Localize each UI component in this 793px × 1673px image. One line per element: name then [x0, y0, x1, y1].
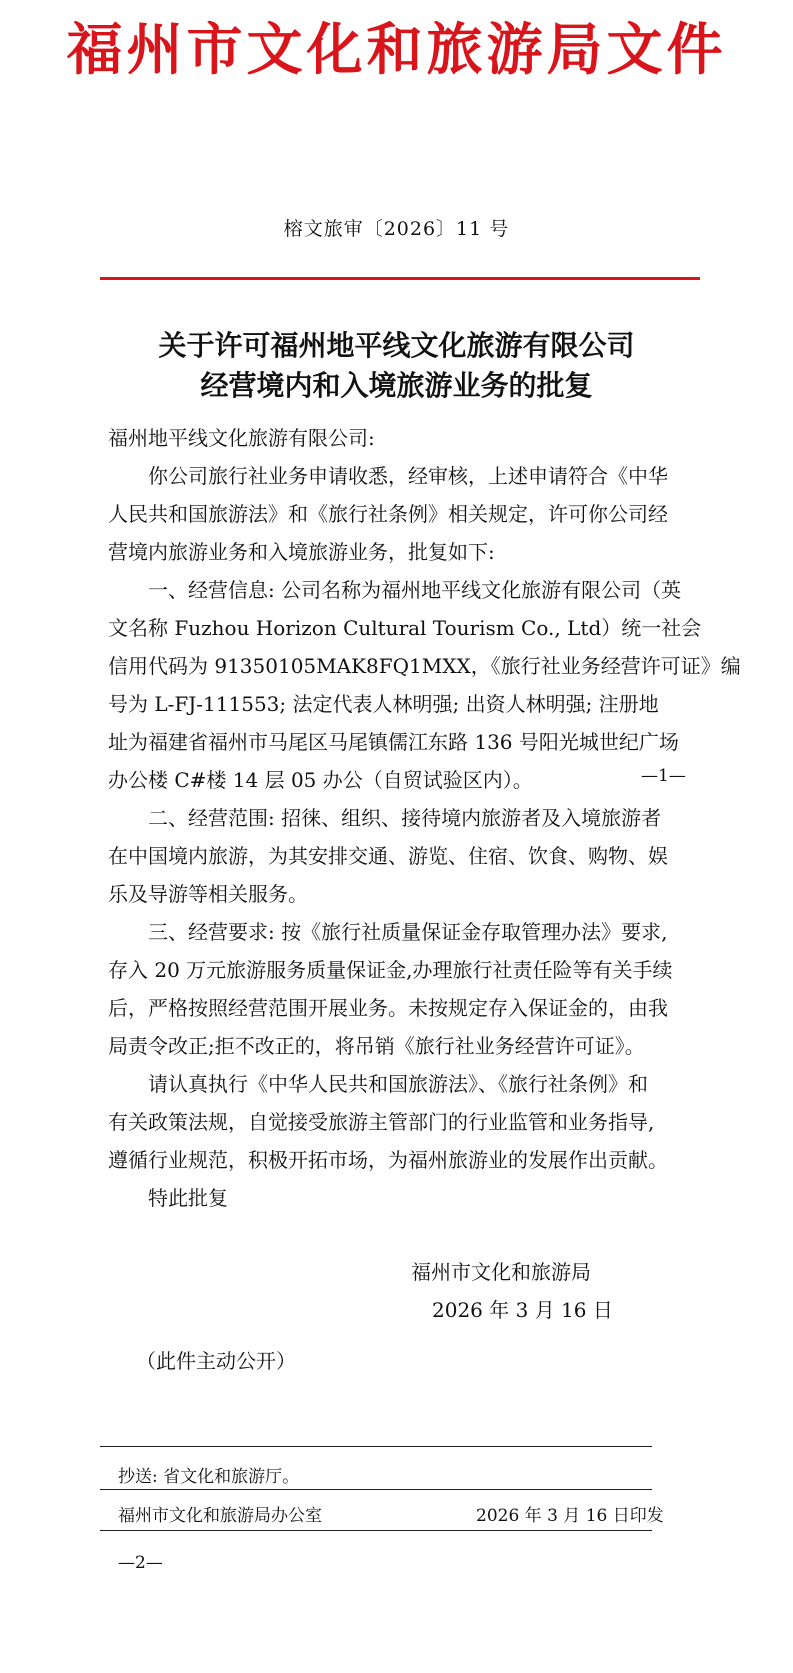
- page-number-2: —2—: [118, 1553, 163, 1573]
- body-line: 信用代码为 91350105MAK8FQ1MXX，《旅行社业务经营许可证》编: [108, 654, 741, 678]
- title-line-2: 经营境内和入境旅游业务的批复: [200, 369, 593, 402]
- masthead: 福州市文化和旅游局文件: [66, 17, 727, 83]
- body-line: 营境内旅游业务和入境旅游业务，批复如下:: [108, 540, 495, 564]
- body-line: 办公楼 C#楼 14 层 05 办公（自贸试验区内）。: [108, 768, 533, 792]
- body-line: 号为 L-FJ-111553; 法定代表人林明强; 出资人林明强; 注册地: [108, 692, 659, 716]
- body-line: 一、经营信息: 公司名称为福州地平线文化旅游有限公司（英: [108, 578, 682, 602]
- body-line: 遵循行业规范，积极开拓市场，为福州旅游业的发展作出贡献。: [108, 1148, 668, 1172]
- red-divider: [100, 277, 700, 280]
- signature-date: 2026 年 3 月 16 日: [432, 1298, 613, 1322]
- salutation: 福州地平线文化旅游有限公司:: [108, 426, 375, 450]
- body-line: 二、经营范围: 招徕、组织、接待境内旅游者及入境旅游者: [108, 806, 662, 830]
- title-line-1: 关于许可福州地平线文化旅游有限公司: [158, 329, 635, 362]
- body-line: 你公司旅行社业务申请收悉，经审核，上述申请符合《中华: [108, 464, 668, 488]
- body-line: 后，严格按照经营范围开展业务。未按规定存入保证金的，由我: [108, 996, 668, 1020]
- body-line: 请认真执行《中华人民共和国旅游法》、《旅行社条例》和: [108, 1072, 648, 1096]
- issuing-office: 福州市文化和旅游局办公室: [118, 1506, 322, 1526]
- body-line: 有关政策法规，自觉接受旅游主管部门的行业监管和业务指导,: [108, 1110, 655, 1134]
- body-line: 在中国境内旅游，为其安排交通、游览、住宿、饮食、购物、娱: [108, 844, 668, 868]
- print-date: 2026 年 3 月 16 日印发: [476, 1506, 664, 1526]
- page-number-1: —1—: [641, 766, 686, 786]
- signature-org: 福州市文化和旅游局: [411, 1260, 591, 1284]
- body-line: 人民共和国旅游法》和《旅行社条例》相关规定，许可你公司经: [108, 502, 668, 526]
- body-line: 址为福建省福州市马尾区马尾镇儒江东路 136 号阳光城世纪广场: [108, 730, 679, 754]
- cc-bottom-rule: [100, 1489, 652, 1490]
- footer-rule: [100, 1530, 652, 1531]
- body-line: 存入 20 万元旅游服务质量保证金,办理旅行社责任险等有关手续: [108, 958, 673, 982]
- document-number: 榕文旅审〔2026〕11 号: [283, 218, 510, 240]
- body-line: 乐及导游等相关服务。: [108, 882, 308, 906]
- body-line: 三、经营要求: 按《旅行社质量保证金存取管理办法》要求,: [108, 920, 668, 944]
- body-line: 局责令改正;拒不改正的，将吊销《旅行社业务经营许可证》。: [108, 1034, 645, 1058]
- disclosure-note: （此件主动公开）: [136, 1349, 296, 1373]
- cc-top-rule: [100, 1446, 652, 1447]
- cc-line: 抄送: 省文化和旅游厅。: [118, 1467, 300, 1487]
- body-line: 特此批复: [108, 1186, 228, 1210]
- body-line: 文名称 Fuzhou Horizon Cultural Tourism Co., Ltd）统一社会: [108, 616, 702, 640]
